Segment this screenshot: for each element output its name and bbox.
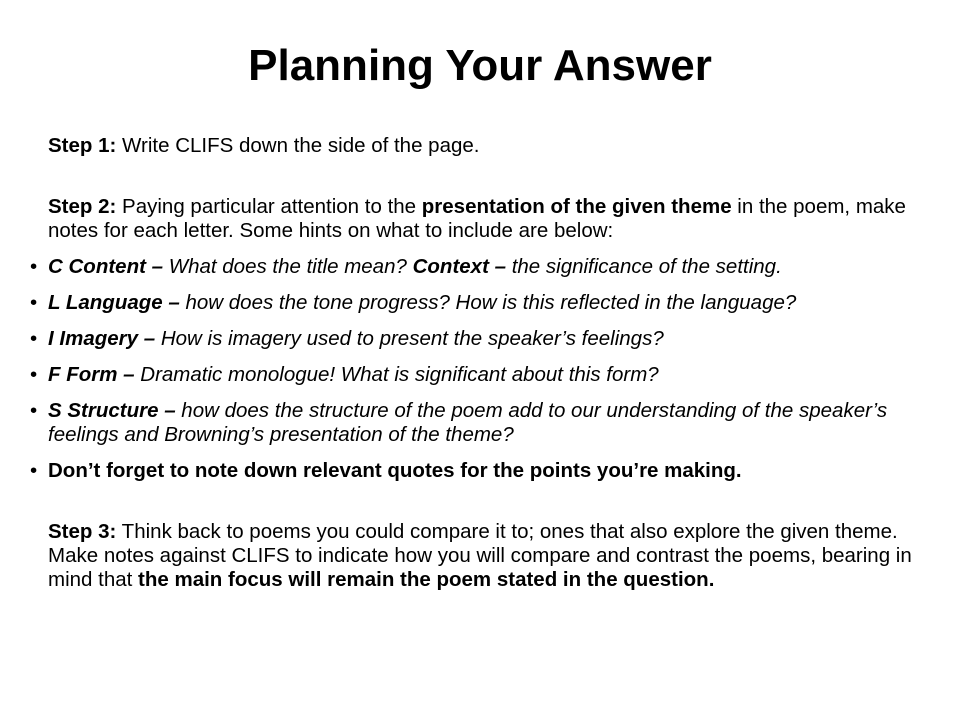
bullet-form (30, 363, 935, 387)
bullet-structure-text: how does the structure of the poem add to our understanding of the speaker’s feelings and Browning’s presentation of the theme? (48, 399, 888, 446)
bullet-language (30, 291, 935, 315)
bullet-language-lead: L Language – (48, 291, 180, 314)
bullet-structure (30, 399, 935, 447)
step-2 (30, 195, 935, 243)
slide-body (30, 134, 935, 592)
step-1-label: Step 1: (48, 134, 117, 157)
step-2-label: Step 2: (48, 195, 117, 218)
step-3-emphasis: the main focus will remain the poem stated in the question. (138, 568, 715, 591)
bullet-form-lead: F Form – (48, 363, 135, 386)
bullet-quotes-text: Don’t forget to note down relevant quotes for the points you’re making. (48, 459, 742, 482)
bullet-content-text: What does the title mean? (163, 255, 413, 278)
step-1 (30, 134, 935, 158)
step-3-text: Think back to poems you could compare it to; ones that also explore the given theme. Make notes against CLIFS to indicate how you will compare and contrast the poems, bearing in mind that (48, 520, 912, 591)
bullet-quotes (30, 459, 935, 483)
step-2-emphasis: presentation of the given theme (421, 195, 732, 218)
step-2-text: Paying particular attention to the (116, 195, 422, 218)
slide-title: Planning Your Answer (248, 41, 712, 90)
bullet-imagery (30, 327, 935, 351)
step-2-text-cont: in the poem, make notes for each letter. Some hints on what to include are below: (48, 195, 906, 242)
step-3-label: Step 3: (48, 520, 117, 543)
bullet-form-text: Dramatic monologue! What is significant about this form? (134, 363, 659, 386)
bullet-imagery-lead: I Imagery – (48, 327, 156, 350)
bullet-content-lead: C Content – (48, 255, 164, 278)
bullet-imagery-text: How is imagery used to present the speaker’s feelings? (155, 327, 664, 350)
bullet-structure-lead: S Structure – (48, 399, 176, 422)
step-1-text: Write CLIFS down the side of the page. (116, 134, 480, 157)
bullet-context-text: the significance of the setting. (506, 255, 782, 278)
step-3 (30, 520, 935, 592)
bullet-content (30, 255, 935, 279)
bullet-context-lead: Context – (412, 255, 506, 278)
bullet-language-text: how does the tone progress? How is this reflected in the language? (179, 291, 797, 314)
